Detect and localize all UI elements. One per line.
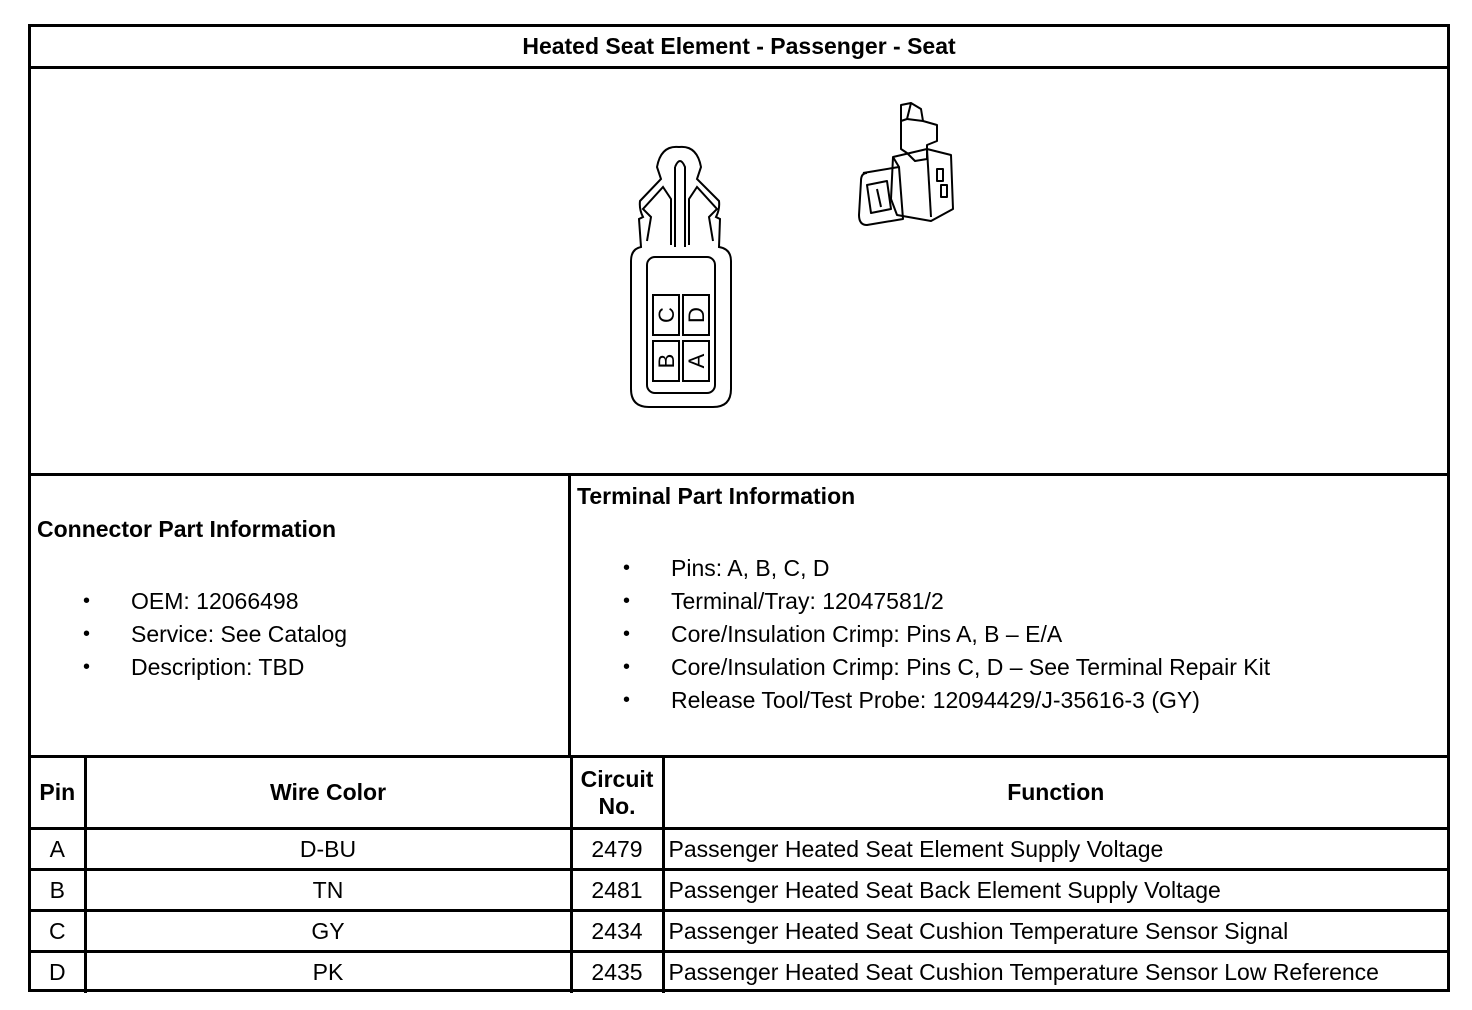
table-row <box>31 952 1447 993</box>
function-cell: Passenger Heated Seat Back Element Supply Voltage <box>663 870 1447 911</box>
wire-color-cell: GY <box>85 911 571 952</box>
list-item: • OEM: 12066498 <box>31 585 347 618</box>
table-header-row <box>31 757 1447 829</box>
list-item: • Terminal/Tray: 12047581/2 <box>571 585 1270 618</box>
wire-color-cell: PK <box>85 952 571 993</box>
circuit-cell: 2435 <box>571 952 663 993</box>
terminal-info-heading: Terminal Part Information <box>577 483 856 509</box>
connector-face-view <box>631 147 731 407</box>
pin-cell: C <box>31 911 85 952</box>
function-cell: Passenger Heated Seat Cushion Temperature Sensor Signal <box>663 911 1447 952</box>
pin-column-header: Pin <box>31 757 85 829</box>
pin-table <box>31 755 1447 993</box>
list-item: • Core/Insulation Crimp: Pins A, B – E/A <box>571 618 1270 651</box>
bullet: • <box>623 689 631 711</box>
terminal-part-info <box>571 473 1447 757</box>
connector-drawing <box>31 69 1447 473</box>
cavity-label-b: B <box>654 353 679 369</box>
bullet: • <box>83 656 91 678</box>
connector-iso-view <box>859 103 953 225</box>
bullet: • <box>623 656 631 678</box>
list-item: • Core/Insulation Crimp: Pins C, D – See Terminal Repair Kit <box>571 651 1270 684</box>
table-row <box>31 829 1447 870</box>
cavity-label-c: C <box>654 307 679 323</box>
connector-info-heading: Connector Part Information <box>37 516 337 542</box>
bullet: • <box>623 557 631 579</box>
page-title: Heated Seat Element - Passenger - Seat <box>31 27 1447 69</box>
cavity-label-a: A <box>684 353 709 369</box>
wire-color-cell: TN <box>85 870 571 911</box>
connector-end-view-sheet <box>28 24 1450 992</box>
list-item: • Service: See Catalog <box>31 618 347 651</box>
circuit-cell: 2481 <box>571 870 663 911</box>
pin-cell: B <box>31 870 85 911</box>
bullet: • <box>83 623 91 645</box>
wire-color-column-header: Wire Color <box>85 757 571 829</box>
wire-color-cell: D-BU <box>85 829 571 870</box>
function-column-header: Function <box>663 757 1447 829</box>
function-cell: Passenger Heated Seat Cushion Temperature Sensor Low Reference <box>663 952 1447 993</box>
circuit-cell: 2434 <box>571 911 663 952</box>
function-cell: Passenger Heated Seat Element Supply Voltage <box>663 829 1447 870</box>
table-row <box>31 911 1447 952</box>
bullet: • <box>83 590 91 612</box>
table-row <box>31 870 1447 911</box>
bullet: • <box>623 623 631 645</box>
connector-info-list <box>31 585 347 684</box>
bullet: • <box>623 590 631 612</box>
list-item: • Description: TBD <box>31 651 347 684</box>
list-item: • Release Tool/Test Probe: 12094429/J-35616-3 (GY) <box>571 684 1270 717</box>
connector-part-info <box>31 473 571 757</box>
terminal-info-list <box>571 552 1270 717</box>
pin-cell: D <box>31 952 85 993</box>
list-item: • Pins: A, B, C, D <box>571 552 1270 585</box>
circuit-column-header: Circuit No. <box>571 757 663 829</box>
cavity-label-d: D <box>684 307 709 323</box>
circuit-cell: 2479 <box>571 829 663 870</box>
pin-cell: A <box>31 829 85 870</box>
connector-diagram <box>31 69 1447 473</box>
